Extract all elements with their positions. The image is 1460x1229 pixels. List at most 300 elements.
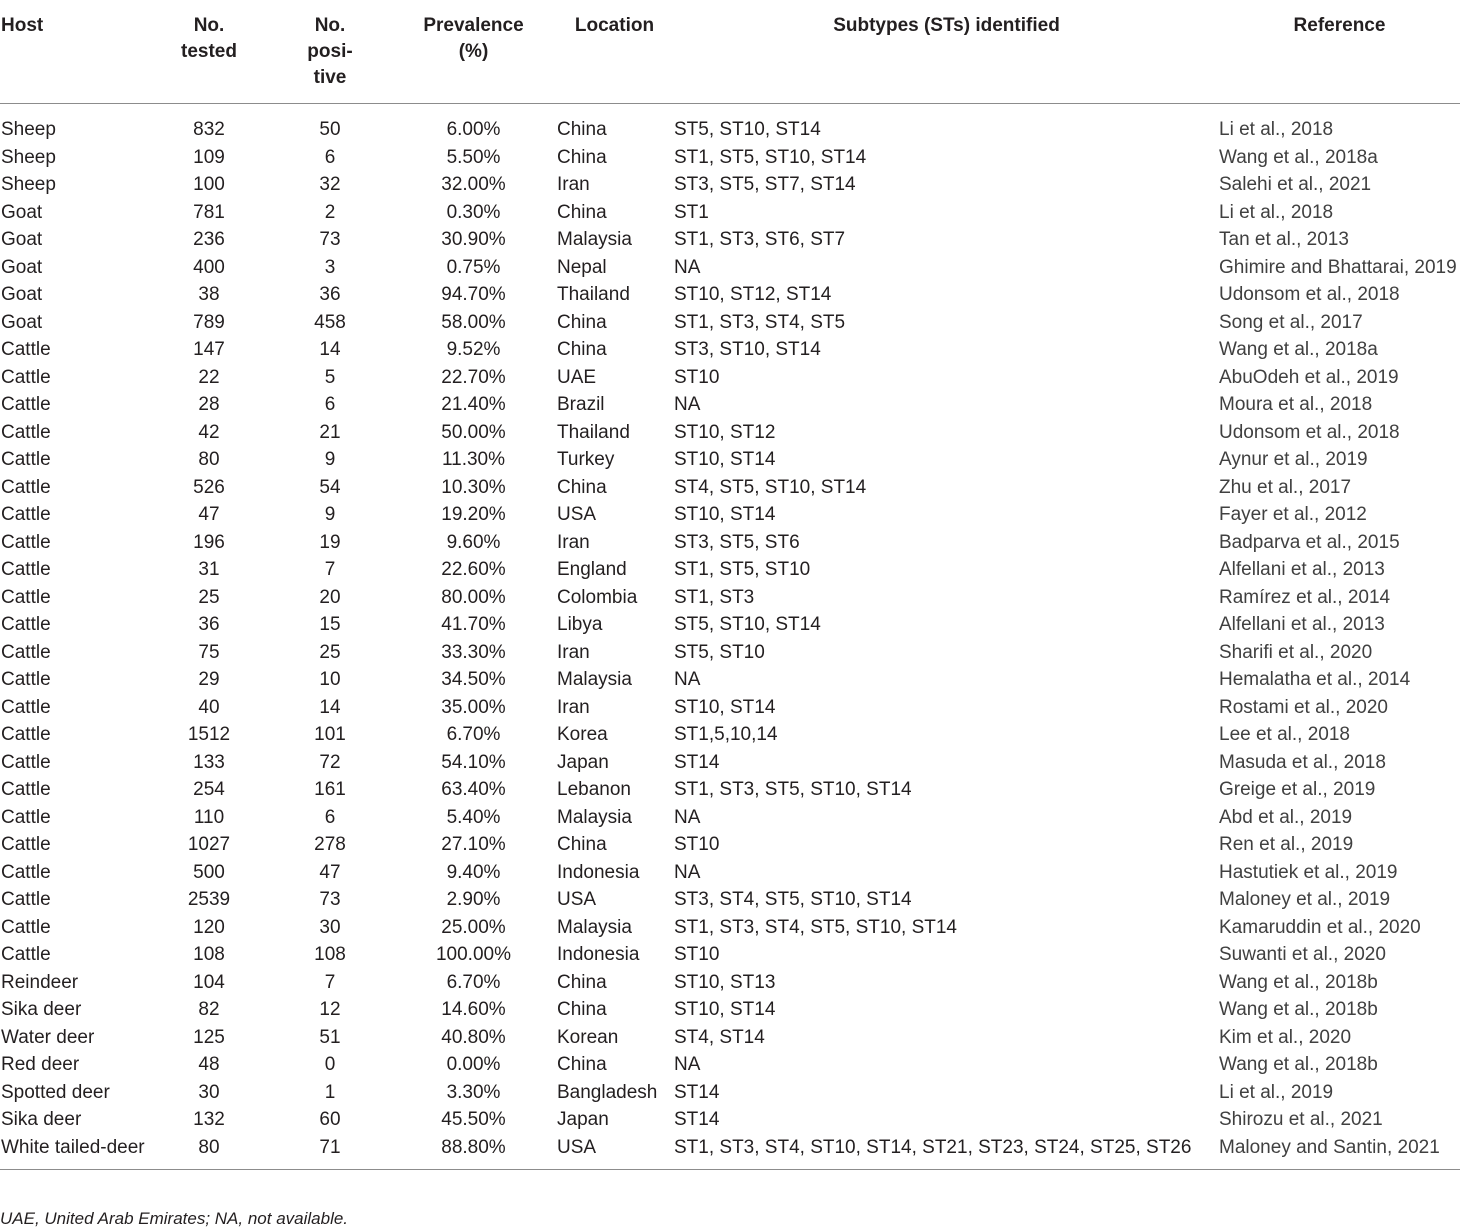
cell-prevalence: 5.40% [446, 806, 501, 828]
cell-host: Cattle [1, 944, 51, 965]
cell-no-tested: 75 [198, 641, 220, 663]
cell-prevalence: 10.30% [441, 476, 506, 498]
cell-no-tested: 781 [193, 201, 225, 223]
cell-host: Spotted deer [1, 1081, 110, 1103]
cell-host: Goat [1, 229, 43, 250]
table-row [0, 281, 1460, 309]
cell-subtypes: NA [674, 256, 701, 278]
cell-reference: Wang et al., 2018b [1219, 999, 1378, 1020]
cell-reference: Maloney et al., 2019 [1219, 889, 1391, 910]
cell-no-positive: 14 [319, 696, 341, 718]
cell-no-tested: 22 [198, 366, 220, 388]
cell-host: Water deer [1, 1026, 95, 1048]
cell-location: Indonesia [557, 861, 640, 883]
table-row [0, 914, 1460, 942]
cell-location: USA [557, 889, 597, 910]
cell-no-tested: 80 [198, 1136, 220, 1158]
cell-no-tested: 120 [193, 916, 225, 938]
cell-reference: Ren et al., 2019 [1219, 834, 1354, 855]
cell-reference: Moura et al., 2018 [1219, 394, 1373, 415]
cell-no-tested: 36 [198, 614, 220, 635]
cell-prevalence: 50.00% [441, 421, 506, 443]
table-row [0, 749, 1460, 777]
cell-no-tested: 25 [198, 586, 220, 608]
cell-prevalence: 32.00% [441, 174, 506, 195]
table-row [0, 886, 1460, 914]
cell-reference: Aynur et al., 2019 [1219, 449, 1368, 470]
header-host: Host [1, 15, 44, 36]
header-location [555, 0, 674, 104]
cell-no-tested: 100 [193, 174, 225, 195]
cell-no-positive: 9 [324, 504, 336, 525]
cell-location: Korea [557, 724, 608, 745]
cell-location: Brazil [557, 394, 605, 415]
cell-no-positive: 3 [324, 256, 336, 278]
cell-host: Cattle [1, 421, 51, 443]
cell-location: Indonesia [557, 944, 640, 965]
cell-reference: Fayer et al., 2012 [1219, 504, 1367, 525]
cell-no-positive: 6 [324, 806, 336, 828]
cell-prevalence: 0.75% [446, 256, 501, 278]
cell-reference: Shirozu et al., 2021 [1219, 1109, 1383, 1130]
cell-reference: Masuda et al., 2018 [1219, 751, 1386, 773]
cell-subtypes: ST1 [674, 201, 709, 223]
cell-host: Cattle [1, 559, 51, 580]
cell-reference: Li et al., 2018 [1219, 119, 1334, 140]
cell-no-tested: 400 [193, 256, 225, 278]
cell-no-tested: 832 [193, 119, 225, 140]
table-header [0, 0, 1460, 104]
cell-prevalence: 88.80% [441, 1136, 506, 1158]
cell-host: Cattle [1, 889, 51, 910]
table-row [0, 199, 1460, 227]
header-reference: Reference [1293, 15, 1386, 36]
table-row [0, 226, 1460, 254]
cell-prevalence: 25.00% [441, 916, 506, 938]
cell-subtypes: ST1, ST5, ST10, ST14 [674, 146, 867, 168]
cell-no-positive: 36 [319, 284, 341, 305]
cell-subtypes: ST14 [674, 751, 720, 773]
cell-no-tested: 1027 [187, 834, 231, 855]
cell-reference: Abd et al., 2019 [1219, 806, 1353, 828]
cell-no-tested: 789 [193, 311, 225, 333]
cell-reference: Udonsom et al., 2018 [1219, 284, 1400, 305]
cell-subtypes: ST14 [674, 1081, 720, 1103]
cell-location: China [557, 999, 607, 1020]
cell-reference: Udonsom et al., 2018 [1219, 421, 1400, 443]
cell-no-tested: 110 [193, 806, 225, 828]
cell-no-tested: 526 [193, 476, 225, 498]
cell-subtypes: ST10 [674, 834, 720, 855]
cell-no-tested: 108 [193, 944, 225, 965]
cell-prevalence: 6.70% [446, 971, 501, 993]
cell-no-tested: 196 [193, 531, 225, 553]
cell-location: Malaysia [557, 669, 632, 690]
cell-reference: Ghimire and Bhattarai, 2019 [1219, 256, 1457, 278]
cell-no-tested: 82 [198, 999, 220, 1020]
cell-location: Turkey [557, 449, 615, 470]
cell-subtypes: ST3, ST5, ST7, ST14 [674, 174, 856, 195]
cell-reference: Salehi et al., 2021 [1219, 174, 1372, 195]
cell-no-positive: 108 [314, 944, 346, 965]
cell-host: Goat [1, 256, 43, 278]
header-subtypes: Subtypes (STs) identified [833, 15, 1060, 36]
cell-host: Cattle [1, 449, 51, 470]
cell-reference: Sharifi et al., 2020 [1219, 641, 1373, 663]
cell-reference: Zhu et al., 2017 [1219, 476, 1352, 498]
table-body [0, 104, 1460, 1168]
table-row [0, 694, 1460, 722]
cell-prevalence: 5.50% [446, 146, 501, 168]
table-row [0, 309, 1460, 337]
table-row [0, 254, 1460, 282]
cell-no-tested: 31 [198, 559, 220, 580]
cell-subtypes: NA [674, 669, 701, 690]
cell-subtypes: NA [674, 1054, 701, 1075]
cell-no-positive: 7 [324, 971, 336, 993]
cell-reference: AbuOdeh et al., 2019 [1219, 366, 1399, 388]
cell-prevalence: 0.30% [446, 201, 501, 223]
cell-location: Lebanon [557, 779, 631, 800]
table-row [0, 611, 1460, 639]
cell-no-tested: 28 [198, 394, 220, 415]
cell-prevalence: 34.50% [441, 669, 506, 690]
cell-prevalence: 58.00% [441, 311, 506, 333]
table-row [0, 556, 1460, 584]
table-row [0, 776, 1460, 804]
cell-no-positive: 73 [319, 889, 341, 910]
cell-subtypes: ST4, ST14 [674, 1026, 765, 1048]
cell-location: Iran [557, 531, 590, 553]
cell-no-positive: 51 [319, 1026, 341, 1048]
cell-subtypes: ST10 [674, 366, 720, 388]
cell-no-positive: 72 [319, 751, 341, 773]
cell-location: USA [557, 504, 597, 525]
table-row [0, 941, 1460, 969]
cell-no-positive: 20 [319, 586, 341, 608]
table-row [0, 831, 1460, 859]
table-row [0, 364, 1460, 392]
cell-no-positive: 5 [324, 366, 336, 388]
cell-reference: Song et al., 2017 [1219, 311, 1363, 333]
cell-no-tested: 48 [198, 1054, 220, 1075]
cell-location: Thailand [557, 284, 630, 305]
cell-prevalence: 27.10% [441, 834, 506, 855]
header-row [0, 0, 1460, 104]
cell-prevalence: 41.70% [441, 614, 506, 635]
cell-subtypes: ST10, ST14 [674, 999, 776, 1020]
table-row [0, 996, 1460, 1024]
cell-subtypes: ST10, ST14 [674, 696, 776, 718]
table-footnote: UAE, United Arab Emirates; NA, not available. [0, 1209, 349, 1228]
cell-no-tested: 109 [193, 146, 225, 168]
cell-no-tested: 47 [198, 504, 220, 525]
cell-host: Goat [1, 284, 43, 305]
cell-location: Nepal [557, 256, 607, 278]
cell-no-positive: 19 [319, 531, 341, 553]
cell-subtypes: ST3, ST10, ST14 [674, 339, 821, 360]
cell-prevalence: 9.52% [446, 339, 501, 360]
cell-reference: Badparva et al., 2015 [1219, 531, 1400, 553]
cell-host: Cattle [1, 641, 51, 663]
cell-prevalence: 30.90% [441, 229, 506, 250]
cell-prevalence: 6.70% [446, 724, 501, 745]
cell-subtypes: ST5, ST10 [674, 641, 765, 663]
cell-host: Sika deer [1, 1109, 82, 1130]
cell-no-positive: 101 [314, 724, 346, 745]
cell-no-positive: 1 [324, 1081, 336, 1103]
cell-no-positive: 25 [319, 641, 341, 663]
cell-subtypes: ST10, ST12, ST14 [674, 284, 832, 305]
cell-location: China [557, 119, 607, 140]
cell-subtypes: ST1, ST3, ST4, ST5 [674, 311, 846, 333]
cell-reference: Wang et al., 2018a [1219, 339, 1378, 360]
cell-location: England [557, 559, 627, 580]
cell-no-tested: 42 [198, 421, 220, 443]
cell-subtypes: ST1, ST3, ST5, ST10, ST14 [674, 779, 912, 800]
cell-reference: Lee et al., 2018 [1219, 724, 1350, 745]
cell-reference: Kamaruddin et al., 2020 [1219, 916, 1421, 938]
cell-location: Colombia [557, 586, 638, 608]
cell-location: UAE [557, 366, 597, 388]
table-row [0, 144, 1460, 172]
cell-no-tested: 38 [198, 284, 220, 305]
cell-no-positive: 10 [319, 669, 341, 690]
cell-prevalence: 0.00% [446, 1054, 501, 1075]
cell-location: Japan [557, 1109, 609, 1130]
table-row [0, 171, 1460, 199]
cell-host: Cattle [1, 586, 51, 608]
header-no-tested [150, 0, 268, 104]
cell-prevalence: 63.40% [441, 779, 506, 800]
cell-no-positive: 71 [319, 1136, 341, 1158]
cell-prevalence: 40.80% [441, 1026, 506, 1048]
cell-no-positive: 60 [319, 1109, 341, 1130]
cell-host: Sheep [1, 174, 56, 195]
cell-location: China [557, 834, 607, 855]
cell-subtypes: ST4, ST5, ST10, ST14 [674, 476, 867, 498]
table-row [0, 336, 1460, 364]
cell-location: Iran [557, 696, 590, 718]
cell-no-positive: 7 [324, 559, 336, 580]
cell-no-tested: 104 [193, 971, 225, 993]
cell-no-tested: 1512 [187, 724, 231, 745]
cell-reference: Wang et al., 2018b [1219, 1054, 1378, 1075]
cell-subtypes: ST5, ST10, ST14 [674, 614, 821, 635]
cell-subtypes: ST10 [674, 944, 720, 965]
cell-no-tested: 80 [198, 449, 220, 470]
cell-host: Cattle [1, 916, 51, 938]
cell-host: Red deer [1, 1054, 80, 1075]
cell-host: Cattle [1, 394, 51, 415]
table-row [0, 1134, 1460, 1168]
cell-reference: Kim et al., 2020 [1219, 1026, 1352, 1048]
cell-subtypes: ST10, ST14 [674, 504, 776, 525]
header-prevalence-label: Prevalence (%) [423, 15, 524, 62]
table-row [0, 969, 1460, 997]
table-row [0, 639, 1460, 667]
cell-prevalence: 14.60% [441, 999, 506, 1020]
table-row [0, 391, 1460, 419]
header-location-label: Location [574, 15, 655, 36]
cell-prevalence: 80.00% [441, 586, 506, 608]
cell-location: China [557, 476, 607, 498]
cell-prevalence: 33.30% [441, 641, 506, 663]
cell-location: China [557, 339, 607, 360]
cell-host: Cattle [1, 669, 51, 690]
cell-no-positive: 458 [314, 311, 346, 333]
table-row [0, 859, 1460, 887]
cell-location: China [557, 311, 607, 333]
cell-no-positive: 30 [319, 916, 341, 938]
table-row [0, 501, 1460, 529]
cell-location: China [557, 1054, 607, 1075]
cell-host: Goat [1, 201, 43, 223]
cell-no-positive: 54 [319, 476, 341, 498]
cell-subtypes: ST1,5,10,14 [674, 724, 778, 745]
cell-no-positive: 21 [319, 421, 341, 443]
cell-no-positive: 50 [319, 119, 341, 140]
cell-no-tested: 29 [198, 669, 220, 690]
cell-host: Cattle [1, 806, 51, 828]
cell-subtypes: ST3, ST5, ST6 [674, 531, 800, 553]
cell-no-positive: 14 [319, 339, 341, 360]
cell-prevalence: 9.40% [446, 861, 501, 883]
cell-no-positive: 2 [324, 201, 336, 223]
cell-reference: Ramírez et al., 2014 [1219, 586, 1391, 608]
cell-host: Cattle [1, 476, 51, 498]
cell-host: Goat [1, 311, 43, 333]
cell-no-positive: 6 [324, 146, 336, 168]
cell-location: China [557, 146, 607, 168]
cell-reference: Li et al., 2018 [1219, 201, 1334, 223]
cell-prevalence: 9.60% [446, 531, 501, 553]
table-row [0, 419, 1460, 447]
cell-reference: Tan et al., 2013 [1219, 229, 1349, 250]
cell-location: Libya [557, 614, 603, 635]
cell-no-positive: 12 [319, 999, 341, 1020]
cell-host: Sika deer [1, 999, 82, 1020]
table-row [0, 1079, 1460, 1107]
table-row [0, 1106, 1460, 1134]
table-bottom-rule [0, 1169, 1460, 1170]
cell-prevalence: 22.70% [441, 366, 506, 388]
cell-subtypes: ST1, ST3, ST4, ST10, ST14, ST21, ST23, ST24, ST25, ST26 [674, 1136, 1192, 1158]
cell-subtypes: NA [674, 394, 701, 415]
cell-no-tested: 133 [193, 751, 225, 773]
cell-no-positive: 9 [324, 449, 336, 470]
cell-subtypes: ST1, ST3, ST6, ST7 [674, 229, 846, 250]
cell-prevalence: 11.30% [441, 449, 506, 470]
cell-subtypes: ST1, ST5, ST10 [674, 559, 811, 580]
cell-location: Malaysia [557, 806, 632, 828]
header-prevalence [392, 0, 555, 104]
cell-host: Cattle [1, 614, 51, 635]
cell-no-tested: 236 [193, 229, 225, 250]
cell-no-positive: 161 [314, 779, 346, 800]
table-row [0, 104, 1460, 144]
cell-location: Malaysia [557, 916, 632, 938]
cell-reference: Wang et al., 2018a [1219, 146, 1378, 168]
table-row [0, 584, 1460, 612]
header-no-positive [268, 0, 392, 104]
cell-prevalence: 45.50% [441, 1109, 506, 1130]
cell-prevalence: 35.00% [441, 696, 506, 718]
cell-location: Japan [557, 751, 609, 773]
cell-prevalence: 2.90% [446, 889, 501, 910]
cell-prevalence: 6.00% [446, 119, 501, 140]
cell-host: Cattle [1, 531, 51, 553]
cell-prevalence: 100.00% [435, 944, 511, 965]
cell-location: Korean [557, 1026, 619, 1048]
cell-no-tested: 2539 [187, 889, 231, 910]
cell-host: Cattle [1, 366, 51, 388]
header-no-positive-label: No. posi-tive [307, 15, 353, 88]
cell-no-positive: 15 [319, 614, 341, 635]
cell-no-positive: 32 [319, 174, 341, 195]
cell-host: Sheep [1, 119, 56, 140]
cell-location: Bangladesh [557, 1081, 658, 1103]
table-row [0, 721, 1460, 749]
cell-no-positive: 6 [324, 394, 336, 415]
cell-no-tested: 254 [193, 779, 225, 800]
cell-location: Malaysia [557, 229, 632, 250]
cell-no-tested: 500 [193, 861, 225, 883]
cell-location: Iran [557, 641, 590, 663]
cell-reference: Alfellani et al., 2013 [1219, 614, 1385, 635]
cell-host: Reindeer [1, 971, 79, 993]
cell-subtypes: ST3, ST4, ST5, ST10, ST14 [674, 889, 912, 910]
cell-subtypes: ST14 [674, 1109, 720, 1130]
cell-location: China [557, 201, 607, 223]
cell-no-positive: 278 [314, 834, 346, 855]
cell-prevalence: 21.40% [441, 394, 506, 415]
cell-host: Cattle [1, 861, 51, 883]
cell-prevalence: 22.60% [441, 559, 506, 580]
cell-no-positive: 0 [324, 1054, 336, 1075]
cell-reference: Rostami et al., 2020 [1219, 696, 1388, 718]
table-row [0, 1051, 1460, 1079]
cell-subtypes: ST1, ST3 [674, 586, 755, 608]
table-row [0, 1024, 1460, 1052]
cell-reference: Wang et al., 2018b [1219, 971, 1378, 993]
cell-no-tested: 40 [198, 696, 220, 718]
cell-host: Cattle [1, 724, 51, 745]
cell-no-tested: 132 [193, 1109, 225, 1130]
cell-reference: Greige et al., 2019 [1219, 779, 1376, 800]
cell-reference: Hemalatha et al., 2014 [1219, 669, 1411, 690]
cell-subtypes: ST10, ST13 [674, 971, 776, 993]
cell-host: Cattle [1, 696, 51, 718]
cell-subtypes: NA [674, 806, 701, 828]
cell-subtypes: ST1, ST3, ST4, ST5, ST10, ST14 [674, 916, 957, 938]
cell-host: Cattle [1, 339, 51, 360]
cell-reference: Li et al., 2019 [1219, 1081, 1334, 1103]
cell-subtypes: ST10, ST14 [674, 449, 776, 470]
table-row [0, 474, 1460, 502]
cell-location: China [557, 971, 607, 993]
table-row [0, 529, 1460, 557]
cell-prevalence: 19.20% [441, 504, 506, 525]
cell-host: White tailed-deer [1, 1136, 145, 1158]
cell-host: Cattle [1, 834, 51, 855]
cell-no-tested: 30 [198, 1081, 220, 1103]
table-row [0, 666, 1460, 694]
cell-prevalence: 94.70% [441, 284, 506, 305]
cell-no-positive: 47 [319, 861, 341, 883]
table-row [0, 446, 1460, 474]
cell-no-tested: 147 [193, 339, 225, 360]
